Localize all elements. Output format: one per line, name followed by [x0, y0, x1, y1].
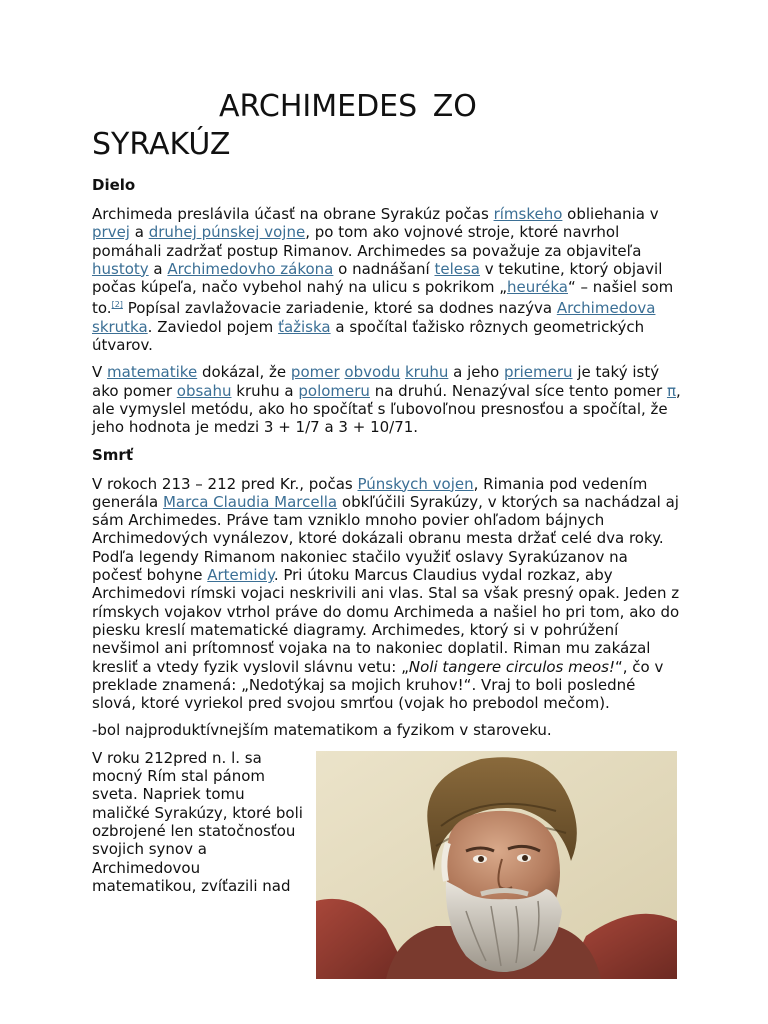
link-marca-claudia-marcella[interactable]: Marca Claudia Marcella: [162, 492, 338, 511]
link-pomer[interactable]: pomer: [290, 363, 340, 382]
link-druhej-punskej-vojne[interactable]: druhej púnskej vojne: [148, 223, 306, 242]
link-obsahu[interactable]: obsahu: [176, 381, 232, 400]
section-heading-smrt: Smrť: [92, 445, 134, 464]
section-heading-dielo: Dielo: [92, 176, 136, 194]
page-title: [92, 88, 682, 164]
link-taziska[interactable]: ťažiska: [278, 317, 331, 336]
latin-quote: Noli tangere circulos meos!: [408, 657, 615, 676]
bottom-section: [92, 749, 682, 989]
paragraph-dielo-1: Archimeda preslávila účasť na obrane Syrakúz počas rímskeho obliehania v prvej a druhej púnskej vojne, po tom ako vojnové stroje, ktoré navrhol pomáhali zadržať postup Rimanov. Archimedes sa považuje za objaviteľa hustoty a Archimedovho zákona o nadnášaní telesa v tekutine, ktorý objavil počas kúpeľa, načo vybehol nahý na ulicu s pokrikom „heuréka“ – našiel som to.[2] Popísal zavlažovacie zariadenie, ktoré sa dodnes nazýva Archimedova skrutka. Zaviedol pojem ťažiska a spočítal ťažisko rôznych geometrických útvarov.: [92, 205, 674, 355]
link-archimedovho-zakona[interactable]: Archimedovho zákona: [167, 259, 334, 278]
link-punskych-vojen[interactable]: Púnskych vojen: [357, 474, 474, 493]
link-pi[interactable]: π: [666, 381, 676, 400]
link-matematike[interactable]: matematike: [107, 363, 198, 382]
link-polomeru[interactable]: polomeru: [298, 381, 370, 400]
link-prvej[interactable]: prvej: [92, 223, 130, 242]
link-telesa[interactable]: telesa: [434, 259, 480, 278]
link-artemidy[interactable]: Artemidy: [207, 566, 274, 585]
link-kruhu[interactable]: kruhu: [404, 363, 449, 382]
paragraph-smrt-2: -bol najproduktívnejším matematikom a fyzikom v staroveku.: [92, 721, 552, 740]
title-line-1: ARCHIMEDES ZO: [219, 89, 477, 124]
paragraph-smrt-3: V roku 212pred n. l. sa mocný Rím stal pánom sveta. Napriek tomu maličké Syrakúzy, ktoré boli ozbrojené len statočnosťou svojich synov a Archimedovou matematikou, zvíťazili nad: [92, 748, 303, 895]
paragraph-smrt-1: V rokoch 213 – 212 pred Kr., počas Púnskych vojen, Rimania pod vedením generála Marca Claudia Marcella obkľúčili Syrakúzy, v ktorých sa nachádzal aj sám Archimedes. Práve tam vzniklo mnoho povier ohľadom bájnych Archimedových vynálezov, ktoré dokázali obranu mesta držať celé dva roky. Podľa legendy Rimanom nakoniec stačilo využiť oslavy Syrakúzanov na počesť bohyne Artemidy. Pri útoku Marcus Claudius vydal rozkaz, aby Archimedovi rímski vojaci neskrivili ani vlas. Stal sa však presný opak. Jeden z rímskych vojakov vtrhol práve do domu Archimeda a našiel ho pri tom, ako do piesku kreslí matematické diagramy. Archimedes, ktorý si v pohrúžení nevšimol ani prítomnosť vojaka na to nakoniec doplatil. Riman mu zakázal kresliť a vtedy fyzik vyslovil slávnu vetu: „Noli tangere circulos meos!“, čo v preklade znamená: „Nedotýkaj sa mojich kruhov!“. Vraj to boli posledné slová, ktoré vyriekol pred svojou smrťou (vojak ho prebodol mečom).: [92, 474, 680, 713]
title-line-2: SYRAKÚZ: [92, 127, 231, 162]
paragraph-dielo-2: V matematike dokázal, že pomer obvodu kruhu a jeho priemeru je taký istý ako pomer obsahu kruhu a polomeru na druhú. Nenazýval síce tento pomer π, ale vymyslel metódu, ako ho spočítať s ľubovoľnou presnosťou a spočítal, že jeho hodnota je medzi 3 + 1/7 a 3 + 10/71.: [92, 363, 681, 437]
document-page: [92, 88, 682, 989]
link-obvodu[interactable]: obvodu: [344, 363, 401, 382]
link-heureka[interactable]: heuréka: [507, 278, 568, 297]
link-rimskeho[interactable]: rímskeho: [493, 205, 563, 223]
link-priemeru[interactable]: priemeru: [503, 363, 573, 382]
reference-link[interactable]: [2]: [111, 300, 123, 310]
link-archimedova-skrutka[interactable]: Archimedova skrutka: [92, 299, 656, 336]
link-hustoty[interactable]: hustoty: [92, 259, 149, 278]
archimedes-portrait-image: [316, 751, 677, 979]
